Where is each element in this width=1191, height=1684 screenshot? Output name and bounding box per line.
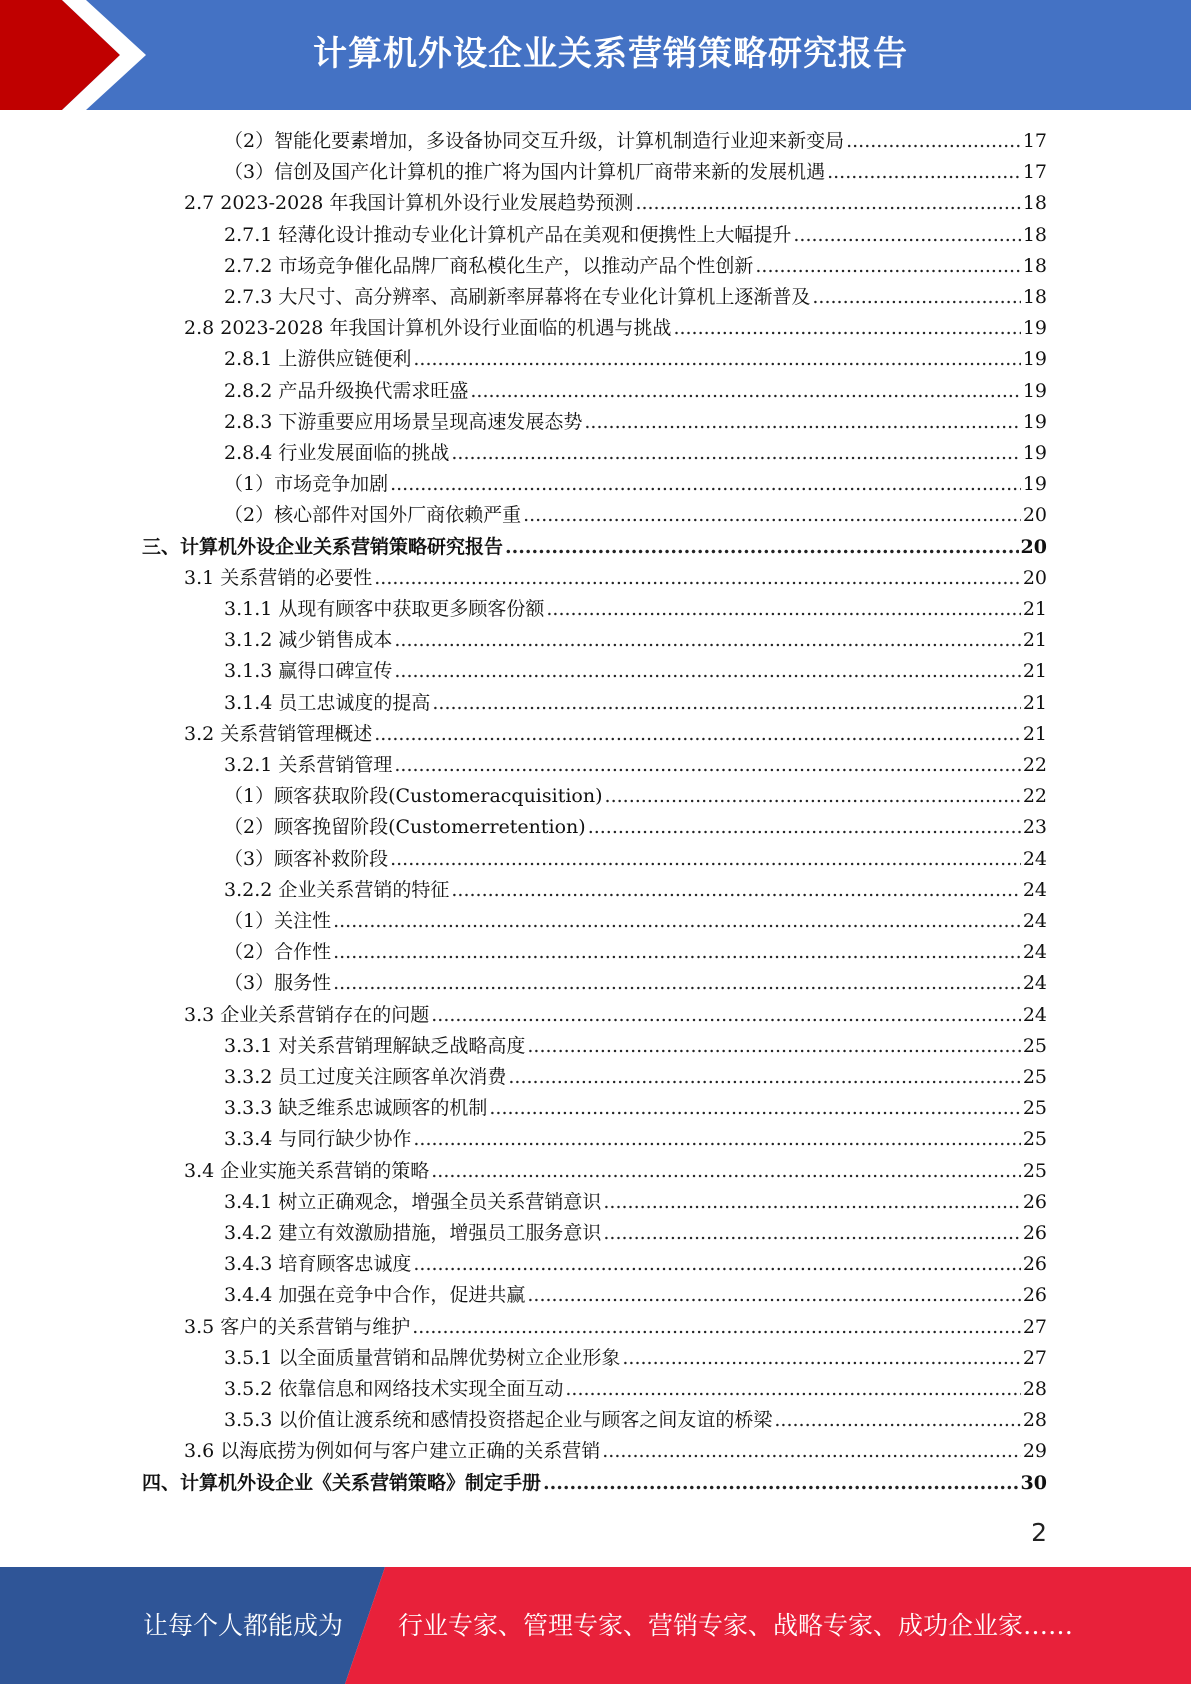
toc-entry[interactable] xyxy=(184,313,1047,344)
toc-entry-page: 24 xyxy=(1022,910,1047,932)
toc-entry[interactable] xyxy=(224,157,1047,188)
toc-leader-dots xyxy=(412,1312,1021,1343)
toc-leader-dots xyxy=(390,844,1021,875)
toc-leader-dots xyxy=(827,157,1021,188)
toc-entry-page: 18 xyxy=(1022,192,1047,215)
toc-entry-title: 2.7.1 轻薄化设计推动专业化计算机产品在美观和便携性上大幅提升 xyxy=(224,223,792,246)
toc-entry-page: 24 xyxy=(1022,847,1047,870)
toc-entry[interactable] xyxy=(224,407,1047,438)
toc-entry[interactable] xyxy=(224,1031,1047,1062)
toc-leader-dots xyxy=(603,1218,1020,1249)
toc-leader-dots xyxy=(673,313,1020,344)
toc-entry-page: 26 xyxy=(1022,1222,1047,1244)
toc-leader-dots xyxy=(527,1280,1020,1311)
toc-entry-title: 2.8.3 下游重要应用场景呈现高速发展态势 xyxy=(224,410,583,433)
toc-entry-page: 19 xyxy=(1022,410,1047,433)
toc-leader-dots xyxy=(394,625,1020,656)
toc-leader-dots xyxy=(523,500,1021,531)
toc-leader-dots xyxy=(432,688,1020,719)
toc-leader-dots xyxy=(505,532,1019,563)
toc-entry[interactable] xyxy=(224,251,1047,282)
toc-entry-page: 20 xyxy=(1020,535,1047,558)
toc-entry[interactable] xyxy=(224,1124,1047,1155)
toc-entry[interactable] xyxy=(224,500,1047,531)
toc-entry[interactable] xyxy=(184,563,1047,594)
toc-leader-dots xyxy=(390,469,1021,500)
toc-entry-title: （2）顾客挽留阶段(Customerretention) xyxy=(224,816,586,839)
toc-entry[interactable] xyxy=(224,781,1047,812)
toc-entry-title: （2）核心部件对国外厂商依赖严重 xyxy=(224,504,522,527)
toc-entry[interactable] xyxy=(224,282,1047,313)
page-footer xyxy=(0,1567,1191,1684)
toc-entry-title: 3.1 关系营销的必要性 xyxy=(184,566,373,589)
toc-entry-page: 23 xyxy=(1022,816,1047,839)
toc-leader-dots xyxy=(333,968,1021,999)
toc-entry-title: 3.4.1 树立正确观念，增强全员关系营销意识 xyxy=(224,1190,602,1213)
toc-entry[interactable] xyxy=(224,1405,1047,1436)
toc-entry-page: 25 xyxy=(1022,1159,1047,1182)
toc-entry-title: 3.4.2 建立有效激励措施，增强员工服务意识 xyxy=(224,1222,602,1244)
toc-entry-page: 21 xyxy=(1022,722,1047,745)
toc-leader-dots xyxy=(451,875,1020,906)
toc-entry-page: 28 xyxy=(1022,1409,1047,1432)
toc-leader-dots xyxy=(431,1156,1021,1187)
toc-entry-page: 26 xyxy=(1022,1253,1047,1276)
toc-entry[interactable] xyxy=(224,1249,1047,1280)
toc-entry[interactable] xyxy=(224,1374,1047,1405)
toc-entry[interactable] xyxy=(224,1218,1047,1249)
toc-leader-dots xyxy=(451,438,1020,469)
toc-entry-page: 24 xyxy=(1022,878,1047,901)
toc-entry[interactable] xyxy=(224,1280,1047,1311)
toc-entry-page: 19 xyxy=(1022,317,1047,340)
toc-entry[interactable] xyxy=(184,188,1047,219)
toc-entry[interactable] xyxy=(224,875,1047,906)
toc-entry-page: 17 xyxy=(1022,130,1047,152)
toc-entry-title: 3.3.2 员工过度关注顾客单次消费 xyxy=(224,1066,507,1088)
toc-leader-dots xyxy=(333,937,1021,968)
toc-entry-title: 2.8.2 产品升级换代需求旺盛 xyxy=(224,379,469,402)
toc-entry-page: 27 xyxy=(1022,1346,1047,1369)
toc-entry-title: 3.5 客户的关系营销与维护 xyxy=(184,1315,411,1338)
page-number: 2 xyxy=(1031,1518,1047,1547)
toc-entry-page: 26 xyxy=(1022,1190,1047,1213)
toc-entry[interactable] xyxy=(224,688,1047,719)
toc-entry-page: 20 xyxy=(1022,566,1047,589)
toc-leader-dots xyxy=(635,188,1020,219)
toc-entry[interactable] xyxy=(224,1187,1047,1218)
toc-entry-title: （1）顾客获取阶段(Customeracquisition) xyxy=(224,785,603,808)
toc-leader-dots xyxy=(605,781,1021,812)
toc-entry-page: 22 xyxy=(1022,754,1047,776)
toc-entry-page: 25 xyxy=(1022,1128,1047,1151)
toc-entry-title: 3.4.3 培育顾客忠诚度 xyxy=(224,1253,412,1276)
toc-entry-page: 17 xyxy=(1022,161,1047,184)
toc-leader-dots xyxy=(470,376,1020,407)
toc-entry-page: 20 xyxy=(1022,504,1047,527)
toc-entry[interactable] xyxy=(224,126,1047,157)
toc-entry-page: 18 xyxy=(1022,286,1047,308)
toc-leader-dots xyxy=(543,1468,1019,1499)
toc-entry-title: 3.5.3 以价值让渡系统和感情投资搭起企业与顾客之间友谊的桥梁 xyxy=(224,1409,773,1432)
toc-entry-title: （2）合作性 xyxy=(224,941,332,964)
toc-entry-title: 3.2 关系营销管理概述 xyxy=(184,722,373,745)
toc-entry[interactable] xyxy=(224,344,1047,375)
toc-entry-title: （3）信创及国产化计算机的推广将为国内计算机厂商带来新的发展机遇 xyxy=(224,161,826,184)
toc-entry-title: 3.1.4 员工忠诚度的提高 xyxy=(224,691,431,714)
toc-entry-page: 19 xyxy=(1022,442,1047,464)
toc-entry-page: 25 xyxy=(1022,1066,1047,1088)
toc-entry-page: 21 xyxy=(1022,598,1047,620)
toc-entry[interactable] xyxy=(224,968,1047,999)
toc-entry-page: 24 xyxy=(1022,972,1047,995)
toc-entry-title: 3.5.1 以全面质量营销和品牌优势树立企业形象 xyxy=(224,1346,621,1369)
toc-leader-dots xyxy=(333,906,1021,937)
toc-leader-dots xyxy=(546,594,1020,625)
toc-leader-dots xyxy=(793,220,1020,251)
toc-entry-page: 24 xyxy=(1022,941,1047,964)
page-title: 计算机外设企业关系营销策略研究报告 xyxy=(313,34,908,74)
toc-entry[interactable] xyxy=(224,1062,1047,1093)
toc-entry-title: 3.4.4 加强在竞争中合作，促进共赢 xyxy=(224,1284,526,1307)
toc-leader-dots xyxy=(394,656,1020,687)
toc-entry-page: 25 xyxy=(1022,1097,1047,1120)
toc-leader-dots xyxy=(774,1405,1020,1436)
toc-entry-title: 2.8.4 行业发展面临的挑战 xyxy=(224,442,450,464)
toc-leader-dots xyxy=(812,282,1020,313)
toc-entry[interactable] xyxy=(224,906,1047,937)
toc-entry-title: 四、计算机外设企业《关系营销策略》制定手册 xyxy=(142,1471,542,1494)
toc-entry-title: 3.5.2 依靠信息和网络技术实现全面互动 xyxy=(224,1378,564,1400)
toc-leader-dots xyxy=(527,1031,1020,1062)
toc-entry[interactable] xyxy=(224,1343,1047,1374)
toc-entry[interactable] xyxy=(224,844,1047,875)
toc-leader-dots xyxy=(413,1249,1020,1280)
toc-entry[interactable] xyxy=(184,1312,1047,1343)
toc-entry-title: （3）服务性 xyxy=(224,972,332,995)
toc-leader-dots xyxy=(374,719,1021,750)
toc-entry-page: 18 xyxy=(1022,254,1047,277)
toc-leader-dots xyxy=(622,1343,1020,1374)
toc-entry-title: 3.4 企业实施关系营销的策略 xyxy=(184,1159,430,1182)
toc-entry-title: 2.8.1 上游供应链便利 xyxy=(224,348,412,371)
toc-entry-title: 3.3.3 缺乏维系忠诚顾客的机制 xyxy=(224,1097,488,1120)
toc-entry-page: 21 xyxy=(1022,660,1047,683)
toc-entry[interactable] xyxy=(184,1436,1047,1467)
toc-entry-page: 26 xyxy=(1022,1284,1047,1307)
toc-entry-page: 19 xyxy=(1022,379,1047,402)
toc-entry-title: （3）顾客补救阶段 xyxy=(224,847,389,870)
toc-entry-page: 21 xyxy=(1022,691,1047,714)
toc-entry-page: 30 xyxy=(1020,1471,1047,1494)
toc-entry-page: 24 xyxy=(1022,1003,1047,1026)
toc-entry-title: 3.6 以海底捞为例如何与客户建立正确的关系营销 xyxy=(184,1440,601,1463)
toc-entry-title: 3.3.1 对关系营销理解缺乏战略高度 xyxy=(224,1034,526,1057)
toc-leader-dots xyxy=(508,1062,1020,1093)
toc-entry-title: 2.7 2023-2028 年我国计算机外设行业发展趋势预测 xyxy=(184,192,634,215)
toc-entry-title: 3.2.2 企业关系营销的特征 xyxy=(224,878,450,901)
toc-entry[interactable] xyxy=(142,532,1047,563)
page-header xyxy=(0,0,1191,110)
toc-leader-dots xyxy=(846,126,1021,157)
toc-entry-title: （1）关注性 xyxy=(224,910,332,932)
toc-leader-dots xyxy=(584,407,1020,438)
toc-leader-dots xyxy=(394,750,1020,781)
toc-entry-page: 21 xyxy=(1022,629,1047,652)
footer-slogan-right: 行业专家、管理专家、营销专家、战略专家、成功企业家…… xyxy=(398,1611,1074,1640)
footer-slogan-left: 让每个人都能成为 xyxy=(143,1611,344,1640)
toc-leader-dots xyxy=(374,563,1021,594)
toc-entry-title: 3.1.3 赢得口碑宣传 xyxy=(224,660,393,683)
toc-entry-page: 19 xyxy=(1022,348,1047,371)
toc-entry[interactable] xyxy=(224,594,1047,625)
toc-entry[interactable] xyxy=(224,812,1047,843)
toc-leader-dots xyxy=(755,251,1020,282)
toc-entry-title: 2.7.2 市场竞争催化品牌厂商私模化生产，以推动产品个性创新 xyxy=(224,254,754,277)
toc-entry-title: 3.3.4 与同行缺少协作 xyxy=(224,1128,412,1151)
toc-entry-page: 28 xyxy=(1022,1378,1047,1400)
toc-leader-dots xyxy=(588,812,1021,843)
toc-leader-dots xyxy=(603,1187,1020,1218)
toc-entry[interactable] xyxy=(224,625,1047,656)
toc-leader-dots xyxy=(565,1374,1020,1405)
toc-leader-dots xyxy=(413,344,1020,375)
toc-leader-dots xyxy=(602,1436,1021,1467)
toc-entry-page: 29 xyxy=(1022,1440,1047,1463)
toc-entry[interactable] xyxy=(224,1093,1047,1124)
toc-entry[interactable] xyxy=(184,1156,1047,1187)
toc-entry-title: （1）市场竞争加剧 xyxy=(224,473,389,496)
toc-entry[interactable] xyxy=(224,220,1047,251)
toc-entry-page: 19 xyxy=(1022,473,1047,496)
toc-entry-title: 2.7.3 大尺寸、高分辨率、高刷新率屏幕将在专业化计算机上逐渐普及 xyxy=(224,286,811,308)
toc-entry[interactable] xyxy=(224,438,1047,469)
toc-entry[interactable] xyxy=(224,376,1047,407)
toc-entry[interactable] xyxy=(224,469,1047,500)
toc-entry[interactable] xyxy=(224,656,1047,687)
toc-entry[interactable] xyxy=(142,1468,1047,1499)
toc-entry[interactable] xyxy=(184,719,1047,750)
toc-entry-title: （2）智能化要素增加，多设备协同交互升级，计算机制造行业迎来新变局 xyxy=(224,130,845,152)
toc-entry[interactable] xyxy=(224,937,1047,968)
toc-entry[interactable] xyxy=(184,1000,1047,1031)
toc-entry-title: 3.1.2 减少销售成本 xyxy=(224,629,393,652)
toc-entry-title: 2.8 2023-2028 年我国计算机外设行业面临的机遇与挑战 xyxy=(184,317,672,340)
toc-entry-title: 3.3 企业关系营销存在的问题 xyxy=(184,1003,430,1026)
toc-entry-page: 18 xyxy=(1022,223,1047,246)
toc-entry[interactable] xyxy=(224,750,1047,781)
toc-entry-title: 3.2.1 关系营销管理 xyxy=(224,754,393,776)
toc-leader-dots xyxy=(431,1000,1021,1031)
toc-entry-title: 3.1.1 从现有顾客中获取更多顾客份额 xyxy=(224,598,545,620)
toc-entry-page: 22 xyxy=(1022,785,1047,808)
toc-entry-page: 25 xyxy=(1022,1034,1047,1057)
toc-leader-dots xyxy=(489,1093,1020,1124)
toc-entry-title: 三、计算机外设企业关系营销策略研究报告 xyxy=(142,535,504,558)
toc-entry-page: 27 xyxy=(1022,1315,1047,1338)
toc-leader-dots xyxy=(413,1124,1020,1155)
